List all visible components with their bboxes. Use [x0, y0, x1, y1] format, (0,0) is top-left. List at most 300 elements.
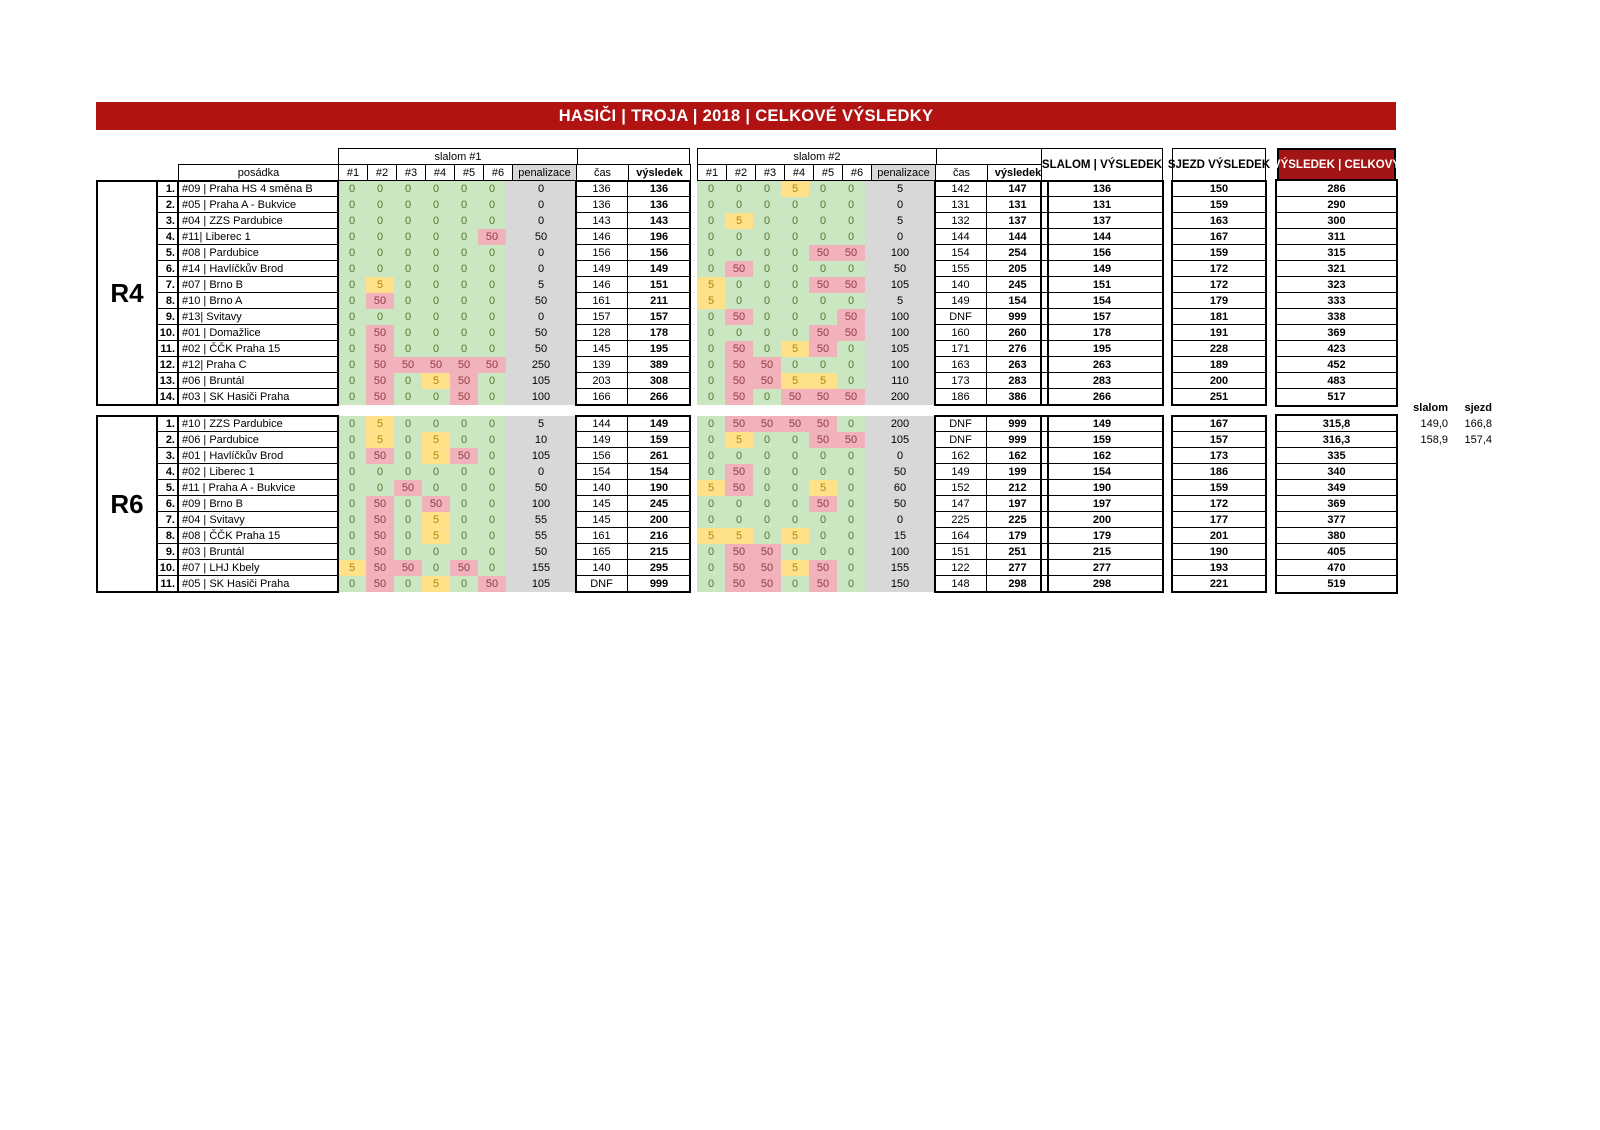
time-cell: DNF	[935, 416, 987, 431]
gate-cell: 0	[366, 261, 394, 277]
gate-cell: 50	[809, 245, 837, 261]
rank-cell: 2.	[157, 432, 178, 448]
gate-cell: 0	[753, 325, 781, 341]
penalizace-header: penalizace	[871, 165, 935, 180]
total-result-cell: 311	[1277, 229, 1396, 245]
slalom1-title: slalom #1	[434, 150, 482, 163]
gate-cell: 5	[781, 560, 809, 576]
result-cell: 137	[1008, 214, 1027, 227]
gates-row	[338, 197, 576, 213]
gate-cell: 0	[338, 213, 366, 229]
gate-cell: 0	[450, 229, 478, 245]
penalty-cell: 0	[506, 261, 576, 277]
total-result-cell: 338	[1277, 309, 1396, 325]
slalom2-vysledek-header: výsledek	[987, 164, 1049, 181]
gate-cell: 0	[478, 341, 506, 357]
gate-cell: 0	[422, 213, 450, 229]
gate-cell: 50	[366, 576, 394, 592]
time-result-row	[935, 245, 1048, 261]
penalty-cell: 55	[506, 512, 576, 528]
team-column	[178, 416, 338, 592]
slalom-result-cell: 154	[1041, 293, 1163, 309]
result-cell: 251	[1008, 545, 1027, 558]
penalty-cell: 50	[506, 544, 576, 560]
penalty-cell: 100	[865, 544, 935, 560]
gates-row	[697, 528, 935, 544]
total-result-cell: 519	[1327, 578, 1346, 590]
slalom-result-cell: 154	[1041, 464, 1163, 480]
gates-row	[338, 325, 576, 341]
rank-cell: 12.	[157, 357, 178, 373]
sjezd-result-cell: 173	[1172, 448, 1266, 464]
gate-cell: 0	[450, 416, 478, 432]
gate-cell: 50	[422, 496, 450, 512]
gate-cell: 50	[366, 528, 394, 544]
gate-cell: 50	[366, 544, 394, 560]
gate-cell: 0	[394, 373, 422, 389]
result-cell: 199	[1008, 465, 1027, 478]
rank-cell: 6.	[157, 496, 178, 512]
gate-cell: 0	[753, 464, 781, 480]
total-result-cell: 452	[1277, 357, 1396, 373]
penalty-cell: 50	[506, 480, 576, 496]
gate-cell: 50	[809, 416, 837, 432]
result-cell: 197	[1008, 497, 1027, 510]
rank-cell: 7.	[157, 277, 178, 293]
gate-cell: 0	[422, 245, 450, 261]
result-cell: 263	[1008, 358, 1027, 371]
gate-cell: 0	[422, 229, 450, 245]
team-cell: #08 | Pardubice	[178, 245, 338, 261]
time-result-row	[576, 480, 690, 496]
slalom-result-cell: 178	[1041, 325, 1163, 341]
gate-cell: 0	[338, 325, 366, 341]
sjezd-result-cell: 172	[1172, 277, 1266, 293]
team-cell: #01 | Havlíčkův Brod	[178, 448, 338, 464]
gate-cell: 0	[422, 181, 450, 197]
result-cell: 216	[649, 529, 669, 542]
slalom2-gates-block	[697, 416, 935, 592]
gate-cell: 50	[450, 448, 478, 464]
result-cell: 245	[1008, 278, 1027, 291]
gate-cell: 5	[366, 432, 394, 448]
time-result-row	[576, 341, 690, 357]
gate-cell: 0	[394, 496, 422, 512]
time-result-row	[576, 448, 690, 464]
group-label: R4	[97, 181, 157, 405]
time-result-row	[935, 197, 1048, 213]
gate-cell: 0	[338, 496, 366, 512]
gate-cell: 50	[725, 480, 753, 496]
result-cell: 211	[650, 294, 668, 307]
result-cell: 195	[649, 342, 669, 355]
sjezd-result-cell: 186	[1172, 464, 1266, 480]
gate-cell: 0	[781, 357, 809, 373]
gate-cell: 0	[781, 293, 809, 309]
gate-cell: 0	[837, 512, 865, 528]
header-divider	[577, 149, 578, 164]
gates-row	[338, 528, 576, 544]
gate-cell: 0	[697, 432, 725, 448]
gate-cell: 0	[366, 229, 394, 245]
result-cell: 178	[649, 326, 669, 339]
gate-cell: 50	[725, 576, 753, 592]
gate-cell: 0	[422, 325, 450, 341]
gate-cell: 0	[394, 528, 422, 544]
time-cell: DNF	[576, 576, 628, 592]
time-cell: 161	[576, 293, 628, 308]
total-result-cell: 377	[1277, 512, 1396, 528]
sjezd-result-cell: 177	[1172, 512, 1266, 528]
team-cell: #12| Praha C	[178, 357, 338, 373]
gate-cell: 0	[753, 389, 781, 405]
title-banner	[96, 102, 1396, 130]
time-result-row	[576, 245, 690, 261]
gate-cell: 50	[837, 245, 865, 261]
penalty-cell: 105	[506, 576, 576, 592]
gate-cell: 0	[422, 389, 450, 405]
gate-cell: 0	[781, 544, 809, 560]
penalty-cell: 0	[865, 197, 935, 213]
slalom-result-cell: 190	[1041, 480, 1163, 496]
time-result-row	[935, 341, 1048, 357]
gates-row	[697, 389, 935, 405]
gate-cell: 0	[781, 245, 809, 261]
sjezd-result-cell: 190	[1172, 544, 1266, 560]
gate-cell: 0	[394, 245, 422, 261]
gate-cell: 0	[725, 325, 753, 341]
slalom-result-cell: 162	[1041, 448, 1163, 464]
penalty-cell: 50	[506, 325, 576, 341]
gate-cell: 0	[394, 293, 422, 309]
gate-cell: 0	[450, 496, 478, 512]
rank-cell: 9.	[157, 544, 178, 560]
gate-cell: 0	[338, 416, 366, 432]
time-result-row	[576, 229, 690, 245]
gate-cell: 0	[781, 448, 809, 464]
result-cell: 149	[649, 262, 669, 275]
team-cell: #06 | Bruntál	[178, 373, 338, 389]
gate-cell: 0	[781, 576, 809, 592]
penalty-cell: 250	[506, 357, 576, 373]
gate-cell: 5	[422, 448, 450, 464]
gate-cell: 0	[366, 480, 394, 496]
time-cell: 132	[935, 213, 987, 228]
slalom1-title-box	[338, 148, 690, 165]
penalty-cell: 0	[506, 464, 576, 480]
time-cell: 203	[576, 373, 628, 388]
total-result-cell: 483	[1277, 373, 1396, 389]
team-cell: #07 | LHJ Kbely	[178, 560, 338, 576]
penalty-cell: 100	[506, 389, 576, 405]
rank-cell: 14.	[159, 391, 175, 403]
result-cell: 162	[1008, 449, 1027, 462]
gate-cell: 0	[753, 341, 781, 357]
gate-cell: 0	[697, 496, 725, 512]
time-cell: 146	[576, 277, 628, 292]
result-cell: 154	[649, 465, 669, 478]
gate-cell: 0	[338, 261, 366, 277]
time-cell: 149	[576, 261, 628, 276]
penalty-cell: 0	[506, 309, 576, 325]
gate-cell: 50	[366, 448, 394, 464]
gate-cell: 50	[753, 416, 781, 432]
time-cell: 142	[935, 181, 987, 196]
annotation-value: 157,4	[1464, 434, 1492, 446]
penalty-cell: 5	[865, 213, 935, 229]
result-cell: 308	[649, 374, 669, 387]
gate-cell: 0	[422, 480, 450, 496]
gate-cell: 5	[422, 512, 450, 528]
penalty-cell: 155	[506, 560, 576, 576]
gate-cell: 5	[725, 213, 753, 229]
gate-cell: 0	[394, 261, 422, 277]
rank-cell: 1.	[157, 181, 178, 197]
time-cell: 149	[576, 432, 628, 447]
gate-cell: 0	[725, 181, 753, 197]
time-cell: 140	[935, 277, 987, 292]
time-result-row	[576, 432, 690, 448]
total-result-cell: 369	[1277, 496, 1396, 512]
gate-cell: 0	[809, 309, 837, 325]
time-result-row	[935, 229, 1048, 245]
gate-cell: 0	[478, 277, 506, 293]
gates-row	[697, 325, 935, 341]
gates-row	[338, 277, 576, 293]
sjezd-result-cell: 172	[1172, 496, 1266, 512]
team-cell: #02 | ČČK Praha 15	[178, 341, 338, 357]
penalty-cell: 105	[865, 341, 935, 357]
gate-cell: 0	[697, 261, 725, 277]
total-result-cell: 321	[1277, 261, 1396, 277]
penalty-cell: 0	[506, 245, 576, 261]
penalty-cell: 10	[506, 432, 576, 448]
gate-cell: 50	[781, 389, 809, 405]
time-cell: 225	[935, 512, 987, 527]
gate-cell: 50	[450, 389, 478, 405]
gate-cell: 0	[450, 197, 478, 213]
rank-cell: 1.	[157, 416, 178, 432]
slalom-result-cell: 298	[1092, 578, 1112, 590]
gate-cell: 50	[753, 544, 781, 560]
penalty-cell: 100	[506, 496, 576, 512]
gate-header: #5	[813, 165, 842, 180]
gate-cell: 50	[753, 560, 781, 576]
gate-cell: 0	[837, 544, 865, 560]
gate-cell: 50	[725, 544, 753, 560]
time-result-row	[935, 373, 1048, 389]
gate-cell: 50	[809, 389, 837, 405]
sjezd-result-cell: 167	[1172, 229, 1266, 245]
gate-cell: 0	[478, 432, 506, 448]
header-divider	[936, 149, 937, 164]
gate-cell: 50	[837, 309, 865, 325]
gate-cell: 0	[366, 213, 394, 229]
gate-cell: 0	[422, 341, 450, 357]
time-cell: 156	[576, 245, 628, 260]
slalom-result-cell: 263	[1041, 357, 1163, 373]
time-result-row	[576, 496, 690, 512]
time-result-row	[935, 416, 1048, 432]
rank-column	[157, 416, 178, 592]
penalty-cell: 50	[506, 229, 576, 245]
team-cell: #03 | SK Hasiči Praha	[182, 391, 290, 403]
slalom2-cas-header: čas	[935, 164, 988, 181]
time-result-row	[576, 416, 690, 432]
gate-cell: 5	[725, 528, 753, 544]
time-result-row	[935, 464, 1048, 480]
team-cell: #10 | ZZS Pardubice	[178, 416, 338, 432]
time-result-row	[576, 560, 690, 576]
gate-cell: 5	[366, 416, 394, 432]
time-cell: 163	[935, 357, 987, 372]
gates-row	[697, 261, 935, 277]
time-result-row	[935, 496, 1048, 512]
gate-cell: 0	[753, 293, 781, 309]
penalty-cell: 0	[865, 448, 935, 464]
gates-row	[338, 309, 576, 325]
gate-cell: 0	[394, 544, 422, 560]
gate-cell: 5	[697, 528, 725, 544]
gate-cell: 50	[725, 373, 753, 389]
gate-cell: 0	[837, 341, 865, 357]
sjezd-result-cell: 172	[1172, 261, 1266, 277]
penalty-cell: 50	[865, 496, 935, 512]
penalty-cell: 150	[865, 576, 935, 592]
time-result-row	[576, 357, 690, 373]
result-cell: 200	[649, 513, 669, 526]
gates-row	[338, 464, 576, 480]
sjezd-result-column	[1172, 416, 1266, 592]
sjezd-result-cell: 251	[1209, 391, 1229, 403]
decimal-annotation	[1400, 400, 1492, 448]
penalty-cell: 5	[506, 277, 576, 293]
gate-cell: 0	[753, 528, 781, 544]
gate-cell: 0	[478, 389, 506, 405]
gate-cell: 0	[837, 480, 865, 496]
gate-cell: 5	[809, 373, 837, 389]
gate-cell: 0	[394, 341, 422, 357]
time-result-row	[935, 528, 1048, 544]
penalty-cell: 105	[506, 373, 576, 389]
time-result-row	[935, 432, 1048, 448]
gate-cell: 50	[478, 229, 506, 245]
result-cell: 136	[649, 182, 669, 195]
gate-cell: 0	[781, 277, 809, 293]
sjezd-result-cell: 159	[1172, 197, 1266, 213]
gate-cell: 0	[394, 277, 422, 293]
gate-cell: 0	[809, 448, 837, 464]
gate-cell: 5	[725, 432, 753, 448]
slalom-result-cell: 200	[1041, 512, 1163, 528]
annotation-row	[1400, 416, 1492, 432]
penalty-cell: 15	[865, 528, 935, 544]
gates-row	[338, 544, 576, 560]
gate-cell: 0	[478, 560, 506, 576]
gate-cell: 0	[781, 309, 809, 325]
team-cell: #03 | Bruntál	[178, 544, 338, 560]
result-cell: 144	[1008, 230, 1027, 243]
group-label: R6	[97, 416, 157, 592]
total-result-cell: 335	[1277, 448, 1396, 464]
gate-cell: 50	[837, 389, 865, 405]
rank-cell: 10.	[157, 325, 178, 341]
gate-cell: 0	[422, 293, 450, 309]
time-cell: 157	[576, 309, 628, 324]
gate-header: #3	[755, 165, 784, 180]
gate-cell: 0	[338, 181, 366, 197]
gate-cell: 50	[450, 373, 478, 389]
gate-cell: 0	[697, 229, 725, 245]
total-result-cell: 315	[1277, 245, 1396, 261]
gate-cell: 0	[837, 229, 865, 245]
gate-cell: 0	[753, 512, 781, 528]
team-cell: #10 | Brno A	[178, 293, 338, 309]
gate-cell: 50	[725, 261, 753, 277]
time-result-row	[576, 544, 690, 560]
result-cell: 266	[649, 391, 669, 403]
gate-cell: 0	[366, 197, 394, 213]
gates-row	[338, 229, 576, 245]
penalty-cell: 200	[865, 416, 935, 432]
gate-cell: 50	[450, 357, 478, 373]
time-result-row	[576, 373, 690, 389]
result-cell: 999	[1008, 433, 1027, 446]
result-cell: 196	[649, 230, 669, 243]
gate-cell: 0	[697, 576, 725, 592]
gate-cell: 0	[394, 432, 422, 448]
gate-cell: 50	[366, 293, 394, 309]
time-cell: DNF	[935, 309, 987, 324]
time-result-row	[935, 560, 1048, 576]
time-result-row	[576, 261, 690, 277]
gate-cell: 0	[753, 496, 781, 512]
slalom2-title: slalom #2	[793, 150, 841, 163]
gate-cell: 0	[837, 357, 865, 373]
penalty-cell: 5	[506, 416, 576, 432]
gates-row	[697, 293, 935, 309]
time-result-row	[935, 389, 1048, 405]
time-result-row	[576, 197, 690, 213]
team-cell: #06 | Pardubice	[178, 432, 338, 448]
gate-cell: 50	[394, 357, 422, 373]
slalom-result-cell: 157	[1041, 309, 1163, 325]
sjezd-result-column	[1172, 181, 1266, 405]
annotation-header-row	[1400, 400, 1492, 416]
annotation-value: 166,8	[1464, 418, 1492, 430]
result-cell: 261	[649, 449, 669, 462]
time-cell: 145	[576, 496, 628, 511]
gate-cell: 0	[781, 464, 809, 480]
gate-cell: 0	[394, 389, 422, 405]
result-cell: 147	[1008, 182, 1027, 195]
time-result-row	[935, 512, 1048, 528]
slalom1-times-block	[576, 181, 690, 405]
total-result-cell: 470	[1277, 560, 1396, 576]
gate-cell: 0	[450, 261, 478, 277]
gate-cell: 0	[394, 464, 422, 480]
gates-row	[697, 480, 935, 496]
gate-cell: 50	[366, 373, 394, 389]
time-cell: 154	[935, 245, 987, 260]
gate-cell: 0	[837, 181, 865, 197]
team-cell: #13| Svitavy	[178, 309, 338, 325]
rank-cell: 3.	[157, 213, 178, 229]
gate-header: #1	[346, 166, 360, 179]
rank-cell: 2.	[157, 197, 178, 213]
gates-row	[338, 373, 576, 389]
time-cell: 145	[576, 512, 628, 527]
